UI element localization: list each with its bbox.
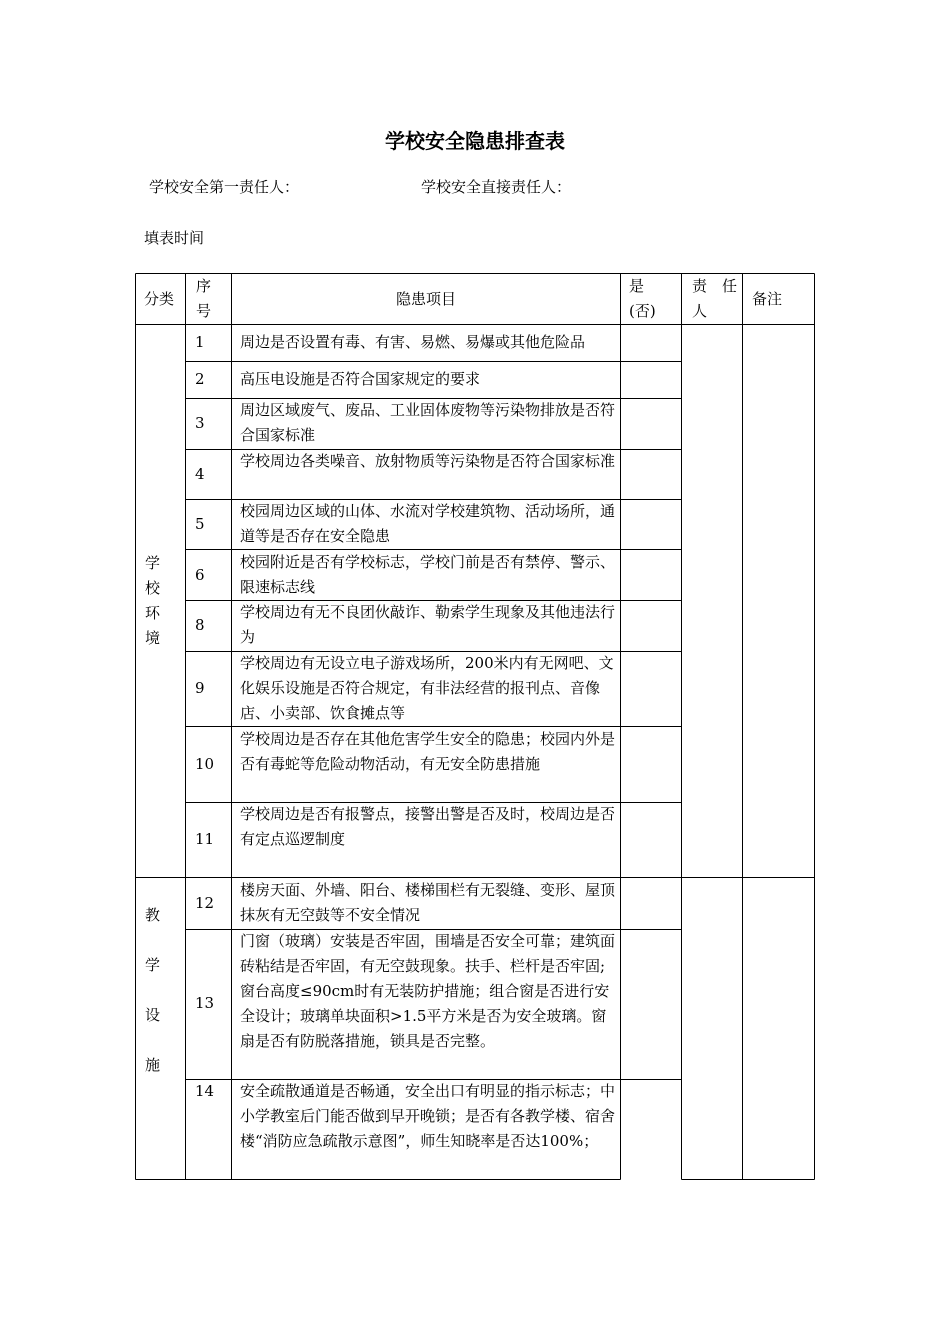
row-number: 8 xyxy=(195,616,205,634)
row-item-text: 校园周边区域的山体、水流对学校建筑物、活动场所，通道等是否存在安全隐患 xyxy=(240,502,616,545)
row-number: 4 xyxy=(195,465,205,483)
row-item-text: 校园附近是否有学校标志，学校门前是否有禁停、警示、限速标志线 xyxy=(240,553,616,596)
row-item-text: 学校周边各类噪音、放射物质等污染物是否符合国家标准 xyxy=(240,452,616,470)
row-item-text: 楼房天面、外墙、阳台、楼梯围栏有无裂缝、变形、屋顶抹灰有无空鼓等不安全情况 xyxy=(240,881,616,924)
category-char: 校 xyxy=(145,579,161,597)
category-char: 教 xyxy=(145,906,161,924)
category-char: 设 xyxy=(145,1006,161,1024)
row-number: 14 xyxy=(195,1082,215,1100)
row-number: 13 xyxy=(195,994,215,1012)
header-seq-line2: 号 xyxy=(196,302,212,320)
category-char: 学 xyxy=(145,956,161,974)
header-yes-line2: (否) xyxy=(629,302,656,320)
row-item-text: 门窗（玻璃）安装是否牢固，围墙是否安全可靠；建筑面砖粘结是否牢固，有无空鼓现象。扶手、栏杆是否牢固;窗台高度≤90cm时有无装防护措施；组合窗是否进行安全设计；玻璃单块面积>1.5平方米是否为安全玻璃。窗扇是否有防脱落措施，锁具是否完整。 xyxy=(240,932,616,1050)
row-number: 11 xyxy=(195,830,215,848)
header-person-line1: 责 任 xyxy=(692,277,738,295)
header-yes-line1: 是 xyxy=(629,277,645,295)
row-number: 10 xyxy=(195,755,215,773)
header-item: 隐患项目 xyxy=(395,290,456,308)
row-number: 1 xyxy=(195,333,205,351)
page-title: 学校安全隐患排查表 xyxy=(385,129,565,153)
row-item-text: 学校周边有无不良团伙敲诈、勒索学生现象及其他违法行为 xyxy=(240,603,616,646)
category-char: 境 xyxy=(145,629,161,647)
category-char: 施 xyxy=(145,1056,161,1074)
row-number: 12 xyxy=(195,894,215,912)
row-item-text: 周边区域废气、废品、工业固体废物等污染物排放是否符合国家标准 xyxy=(240,401,616,444)
first-responsible-label: 学校安全第一责任人： xyxy=(149,178,300,196)
fill-time-label: 填表时间 xyxy=(144,229,205,247)
header-category: 分类 xyxy=(144,290,175,308)
row-item-text: 学校周边有无设立电子游戏场所，200米内有无网吧、文化娱乐设施是否符合规定，有非法经营的报刊点、音像店、小卖部、饮食摊点等 xyxy=(240,654,614,722)
row-number: 2 xyxy=(195,370,205,388)
row-number: 5 xyxy=(195,515,205,533)
category-char: 环 xyxy=(145,604,161,622)
row-item-text: 高压电设施是否符合国家规定的要求 xyxy=(240,370,481,388)
header-seq-line1: 序 xyxy=(196,277,212,295)
header-person-line2: 人 xyxy=(692,302,708,320)
row-number: 6 xyxy=(195,566,205,584)
row-item-text: 学校周边是否有报警点，接警出警是否及时，校周边是否有定点巡逻制度 xyxy=(240,805,616,848)
row-item-text: 周边是否设置有毒、有害、易燃、易爆或其他危险品 xyxy=(240,333,586,351)
row-number: 3 xyxy=(195,414,205,432)
direct-responsible-label: 学校安全直接责任人： xyxy=(421,178,572,196)
row-number: 9 xyxy=(195,679,205,697)
row-item-text: 学校周边是否存在其他危害学生安全的隐患；校园内外是否有毒蛇等危险动物活动，有无安全防患措施 xyxy=(240,730,616,773)
category-char: 学 xyxy=(145,554,161,572)
row-item-text: 安全疏散通道是否畅通，安全出口有明显的指示标志；中小学教室后门能否做到早开晚锁；是否有各教学楼、宿舍楼“消防应急疏散示意图”，师生知晓率是否达100%； xyxy=(240,1082,616,1150)
header-remark: 备注 xyxy=(752,290,783,308)
